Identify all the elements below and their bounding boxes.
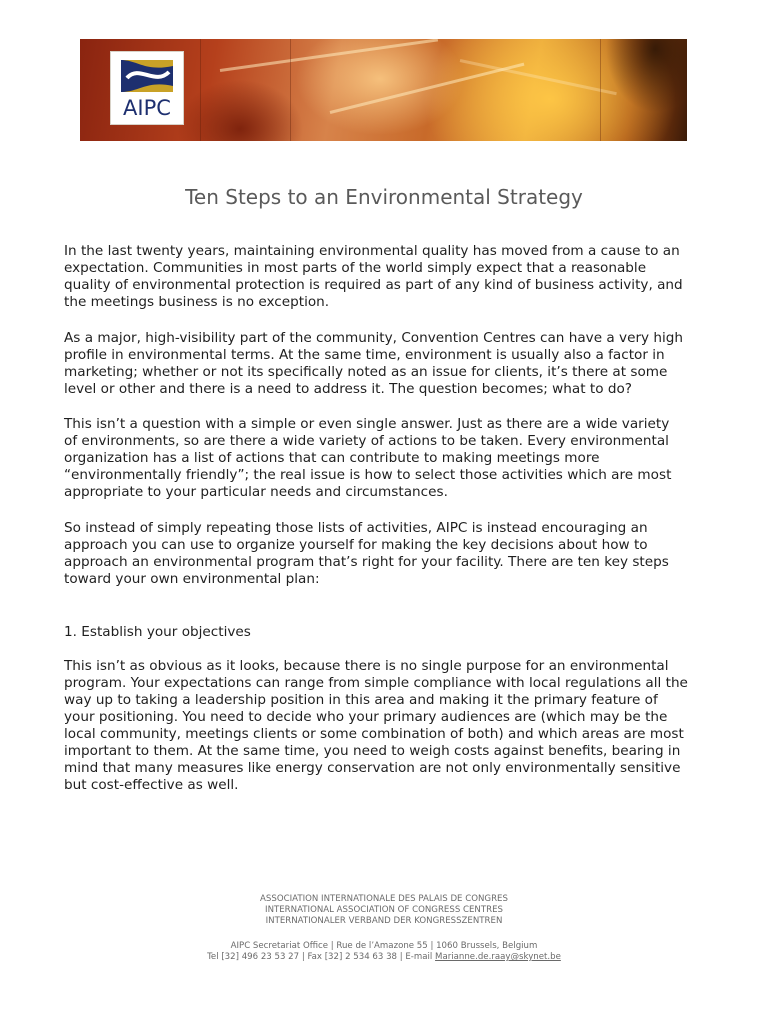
header-banner: [80, 39, 687, 141]
banner-decoration: [220, 39, 438, 72]
text-line: As a major, high-visibility part of the community, Convention Centres can have a very high: [64, 330, 684, 346]
intro-paragraph-3: [64, 416, 712, 501]
step-1-heading: [64, 624, 712, 641]
text-line: profile in environmental terms. At the same time, environment is usually also a factor in: [64, 347, 665, 363]
text-line: appropriate to your particular needs and circumstances.: [64, 484, 448, 500]
text-line: mind that many measures like energy conservation are not only environmentally sensitive: [64, 760, 681, 776]
logo-text: AIPC: [123, 96, 171, 120]
text-line: local community, meetings clients or some combination of both) and which areas are most: [64, 726, 684, 742]
text-line: of environments, so are there a wide variety of actions to be taken. Every environmental: [64, 433, 669, 449]
text-line: In the last twenty years, maintaining environmental quality has moved from a cause to an: [64, 243, 680, 259]
banner-decoration: [460, 59, 617, 95]
text-line: the meetings business is no exception.: [64, 294, 330, 310]
text-line: level or other and there is a need to address it. The question becomes; what to do?: [64, 381, 633, 397]
text-line: “environmentally friendly”; the real issue is how to select those activities which are most: [64, 467, 672, 483]
page-footer: [0, 894, 768, 963]
text-line: toward your own environmental plan:: [64, 571, 320, 587]
page-title: Ten Steps to an Environmental Strategy: [185, 185, 583, 209]
text-line: important to them. At the same time, you need to weigh costs against benefits, bearing in: [64, 743, 681, 759]
footer-contact: [0, 952, 768, 963]
banner-decoration: [290, 39, 291, 141]
text-line: expectation. Communities in most parts of the world simply expect that a reasonable: [64, 260, 647, 276]
text-line: approach you can use to organize yourself for making the key decisions about how to: [64, 537, 648, 553]
footer-org-name-en: INTERNATIONAL ASSOCIATION OF CONGRESS CENTRES: [265, 905, 503, 915]
intro-paragraph-4: [64, 520, 712, 588]
text-line: So instead of simply repeating those lists of activities, AIPC is instead encouraging an: [64, 520, 648, 536]
footer-org-name-de: INTERNATIONALER VERBAND DER KONGRESSZENTREN: [265, 916, 503, 926]
text-line: organization has a list of actions that can contribute to making meetings more: [64, 450, 600, 466]
footer-email-link[interactable]: Marianne.de.raay@skynet.be: [435, 952, 561, 962]
intro-paragraph-1: [64, 243, 712, 311]
footer-org-name-fr: ASSOCIATION INTERNATIONALE DES PALAIS DE CONGRES: [260, 894, 508, 904]
banner-decoration: [600, 39, 601, 141]
banner-decoration: [200, 39, 201, 141]
intro-paragraph-2: [64, 330, 712, 398]
step-1-paragraph: [64, 658, 712, 794]
banner-decoration: [330, 63, 525, 114]
text-line: approach an environmental program that’s right for your facility. There are ten key steps: [64, 554, 669, 570]
text-line: This isn’t a question with a simple or even single answer. Just as there are a wide variety: [64, 416, 670, 432]
step-heading-text: 1. Establish your objectives: [64, 624, 251, 640]
text-line: but cost-effective as well.: [64, 777, 239, 793]
text-line: program. Your expectations can range from simple compliance with local regulations all the: [64, 675, 688, 691]
footer-contact-numbers: Tel [32] 496 23 53 27 | Fax [32] 2 534 63 38 | E-mail: [207, 952, 436, 962]
text-line: This isn’t as obvious as it looks, because there is no single purpose for an environmental: [64, 658, 669, 674]
aipc-swoosh-icon: [117, 56, 177, 96]
text-line: your positioning. You need to decide who your primary audiences are (which may be the: [64, 709, 668, 725]
text-line: quality of environmental protection is required as part of any kind of business activity, and: [64, 277, 683, 293]
footer-address: AIPC Secretariat Office | Rue de l’Amazone 55 | 1060 Brussels, Belgium: [230, 941, 538, 951]
text-line: way up to taking a leadership position in this area and making it the primary feature of: [64, 692, 658, 708]
aipc-logo: [110, 51, 184, 125]
text-line: marketing; whether or not its specifically noted as an issue for clients, it’s there at some: [64, 364, 668, 380]
